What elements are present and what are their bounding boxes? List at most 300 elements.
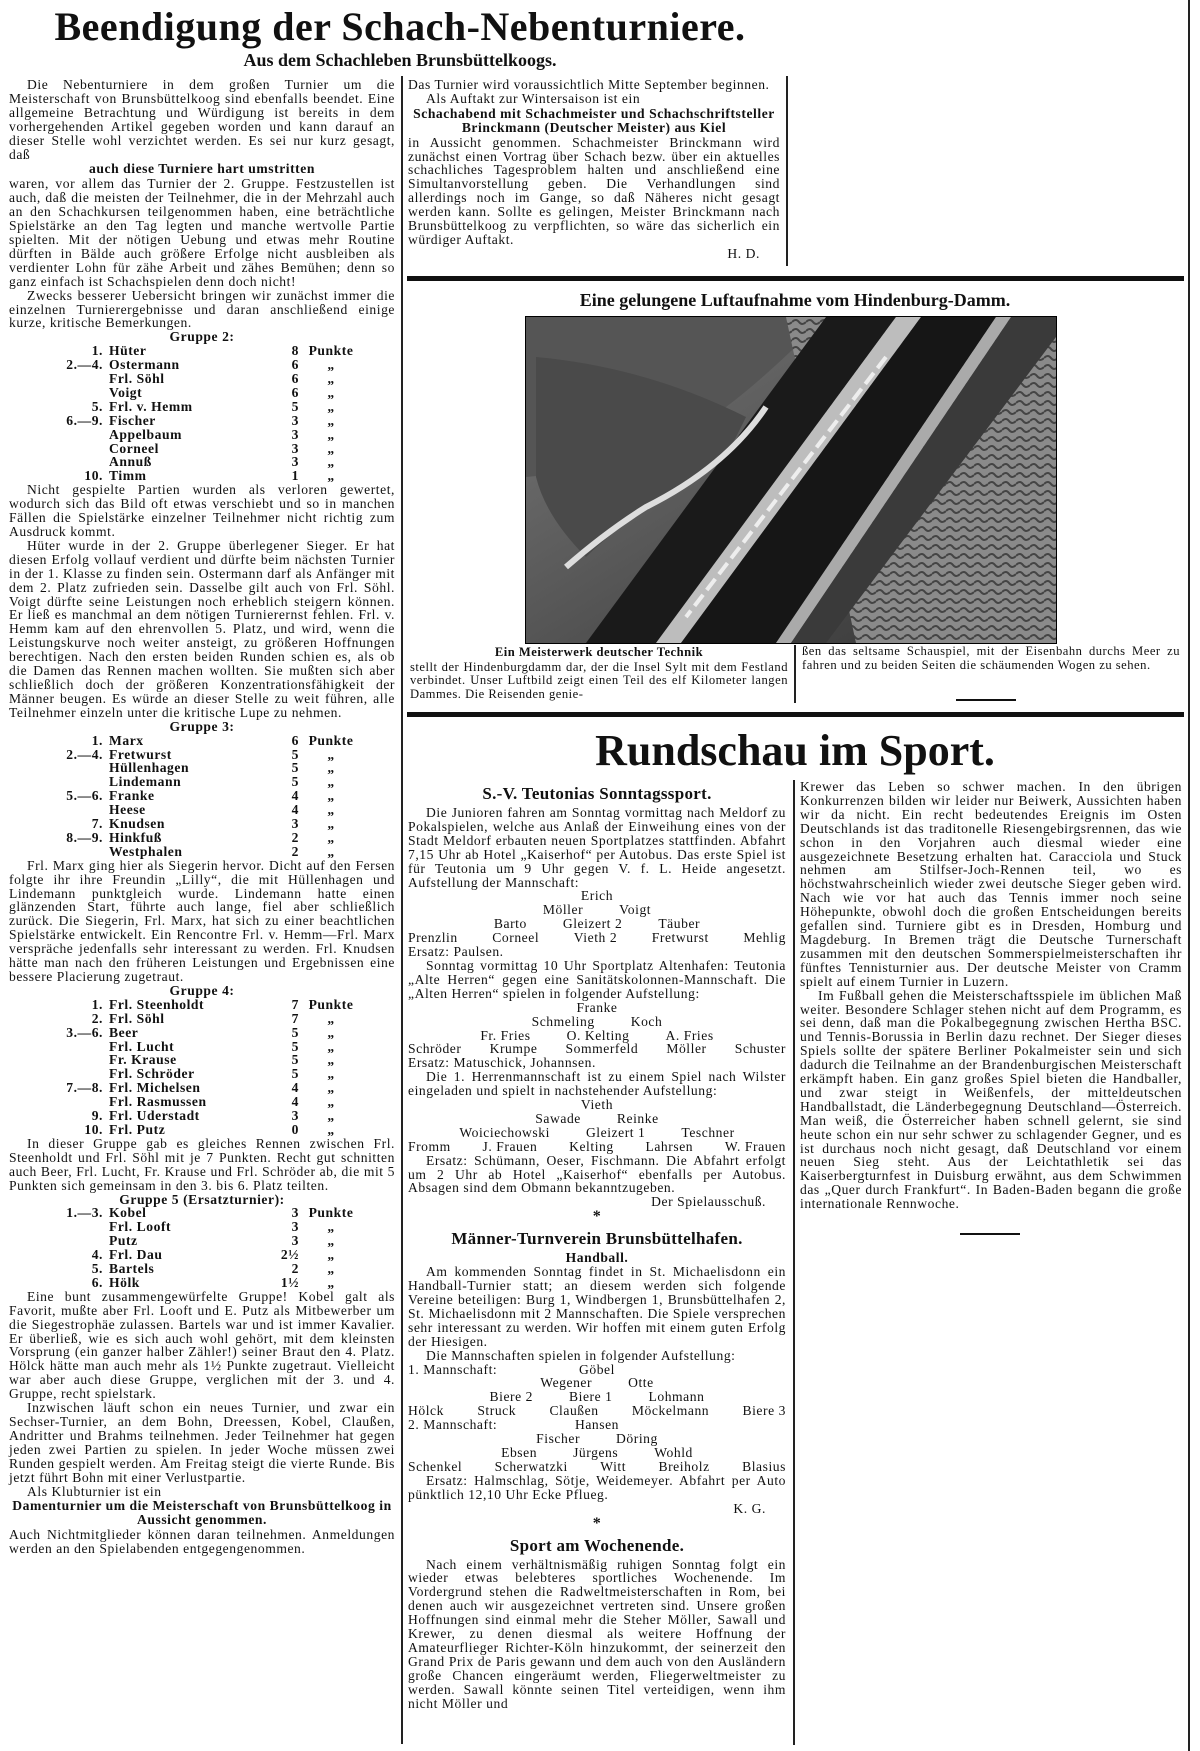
player-name: Otte	[628, 1375, 654, 1391]
lineup-row	[408, 1363, 786, 1377]
lineup-row	[408, 1029, 786, 1043]
player-name: Ebsen	[501, 1444, 538, 1460]
player-name: Struck	[477, 1403, 517, 1419]
divider-short	[956, 699, 1016, 701]
section-heading: Sport am Wochenende.	[509, 1535, 685, 1555]
table-row	[9, 1026, 395, 1040]
section-heading: S.-V. Teutonias Sonntagssport.	[482, 784, 712, 803]
paragraph: Hüter wurde in der 2. Gruppe überlegener Sieger. Er hat diesen Erfolg vollauf verdient und dürfte beim nächsten Turnier in der 1. Klasse zu finden sein. Ostermann darf als Anfänger mit dem 2. Platz zufrieden sein. Dasselbe gilt auch von Frl. Söhl. Voigt dürfte seine Leistungen noch erheblich steigern können. Er ließ es manchmal an dem nötigen Turnierernst fehlen. Frl. v. Hemm kam auf den ehrenvollen 5. Platz, und wird, wenn die Leistungskurve noch weiter ansteigt, zu größeren Hoffnungen berechtigen. Nach den ersten beiden Runden schien es, als ob die Damen das Rennen machen wollten. Sie mußten sich aber schließlich doch der größeren Konzentrationsfähigkeit der Männer beugen. Es würde an dieser Stelle zu weit führen, alle Teilnehmer einzeln unter die kritische Lupe zu nehmen.	[9, 537, 395, 720]
column-divider	[793, 780, 795, 1745]
section-heading: Männer-Turnverein Brunsbüttelhafen.	[451, 1229, 743, 1249]
cell-name: Appelbaum	[109, 426, 182, 442]
article-subtitle: Aus dem Schachleben Brunsbüttelkoogs.	[243, 50, 557, 70]
cell-points: 4	[291, 1080, 299, 1096]
article-title: Beendigung der Schach-Nebenturniere.	[54, 4, 746, 49]
player-name: Fischer	[536, 1431, 581, 1447]
cell-rank: 8.—9.	[66, 829, 103, 845]
cell-unit: „	[327, 357, 335, 373]
table-title: Gruppe 5 (Ersatzturnier):	[119, 1191, 285, 1207]
paragraph: In dieser Gruppe gab es gleiches Rennen zwischen Frl. Steenholdt und Frl. Söhl mit je 7 Punkten. Recht gut schnitten auch Beer, Frl. Lucht, Fr. Krause und Frl. Schröder ab, die mit 5 Punkten sich gemeinsam in den 3. bis 6. Platz teilten.	[9, 1135, 395, 1193]
table-title: Gruppe 4:	[169, 982, 235, 998]
cell-points: 8	[291, 343, 299, 359]
lineup-row	[408, 1126, 786, 1140]
paragraph: Frl. Marx ging hier als Siegerin hervor. Dicht auf den Fersen folgte ihr ihre Freundin „Lilly“, die mit Hüllenhagen und Lindemann punktgleich wurde. Lindemann hatte einen glänzenden Start, führte auch lange, fiel aber schließlich zurück. Die Siegerin, Frl. Marx, hat sich zu einer beachtlichen Spielstärke entwickelt. Ein Rencontre Frl. v. Hemm—Frl. Marx verspräche jedenfalls sehr interessant zu werden. Frl. Knudsen hätte man nach den früheren Leistungen und Ergebnissen eine bessere Placierung zugetraut.	[9, 857, 395, 984]
cell-rank	[9, 386, 109, 400]
caption-text: ßen das seltsame Schauspiel, mit der Eisenbahn durchs Meer zu fahren und zu beiden Seiten die schäumenden Wogen zu sehen.	[802, 644, 1180, 672]
table-row	[9, 428, 395, 442]
subheading: Handball.	[565, 1250, 629, 1266]
player-name: Möller	[666, 1041, 707, 1057]
cell-name: Frl. Söhl	[109, 1010, 165, 1026]
bold-callout: Damenturnier um die Meisterschaft von Brunsbüttelkoog in Aussicht genommen.	[12, 1498, 392, 1528]
table-row	[9, 1206, 395, 1220]
cell-name: Frl. Steenholdt	[109, 996, 205, 1012]
results-table	[9, 330, 395, 483]
player-name: Biere 1	[569, 1389, 613, 1405]
cell-unit: Punkte	[308, 1205, 354, 1221]
caption-text: stellt der Hindenburgdamm dar, der die Insel Sylt mit dem Festland verbindet. Unser Luftbild zeigt einen Teil des elf Kilometer langen Dammes. Die Reisenden genie-	[410, 659, 788, 701]
player-name: Lahrsen	[645, 1138, 694, 1154]
player-name: Reinke	[616, 1110, 659, 1126]
cell-points: 6	[291, 732, 299, 748]
cell-name: Frl. Dau	[109, 1247, 163, 1263]
table-row	[9, 1053, 395, 1067]
lineup-row	[408, 1042, 786, 1056]
cell-name: Annuß	[109, 454, 152, 470]
cell-rank: 1.	[91, 343, 103, 359]
cell-rank	[9, 428, 109, 442]
cell-rank: 6.	[91, 1274, 103, 1290]
bold-callout: Schachabend mit Schachmeister und Schachschriftsteller Brinckmann (Deutscher Meister) aus Kiel	[413, 105, 775, 135]
table-row	[9, 1040, 395, 1054]
cell-unit: „	[327, 1094, 335, 1110]
cell-rank: 10.	[84, 1121, 103, 1137]
cell-unit: „	[327, 843, 335, 859]
cell-points: 0	[291, 1121, 299, 1137]
table-row	[9, 1067, 395, 1081]
cell-points: 5	[291, 746, 299, 762]
lineup-row	[408, 1432, 786, 1446]
page-edge	[1188, 0, 1190, 1751]
paragraph: waren, vor allem das Turnier der 2. Gruppe. Festzustellen ist auch, daß die meisten der Teilnehmer, die in der Mehrzahl auch an den Schachkursen teilgenommen haben, eine beträchtliche Spielstärke an den Tag legten und manche wertvolle Partie spielten. Mit der nötigen Uebung und etwas mehr Routine dürften in Bälde auch größere Erfolge nicht ausbleiben als verdienter Lohn für zähe Arbeit und zähes Bemühen; denn so ganz einfach ist Schachspielen denn doch nicht!	[9, 176, 395, 289]
cell-points: 3	[291, 1108, 299, 1124]
paragraph: Im Fußball gehen die Meisterschaftsspiele im üblichen Maß weiter. Besondere Schlager stehen nicht auf dem Programm, es sei denn, daß man die Pokalbegegnung zwischen Hertha BSC. und Tennis-Borussia in Berlin dazu rechnet. Der Sieger dieses Spiels sollte der spätere Berliner Pokalmeister sein und sich dadurch die Teilnahme an der Brandenburgischen Meisterschaft erkämpft haben. Ein ganz großes Spiel bieten die Handballer, und zwar steigt in Weißenfels, der mitteldeutschen Handballstadt, die Länderbegegnung Deutschland—Österreich. Man weiß, die Österreicher haben schnell gelernt, sie sind heute schon ein nur sehr schwer zu schlagender Gegner, und es ist durchaus noch nicht gesagt, daß Deutschland vor einem neuen Sieg steht. Aus der Leichtathletik sei das Kaiserbergturnfest in Duisburg erwähnt, aus dem Schwimmen das „Quer durch Frankfurt“. In Baden-Baden begann die große internationale Rennwoche.	[800, 987, 1182, 1212]
table-row	[9, 1123, 395, 1137]
paragraph: Das Turnier wird voraussichtlich Mitte September beginnen.	[408, 77, 770, 92]
player-name: Schröder	[408, 1041, 462, 1057]
lineup-row	[408, 1140, 786, 1154]
player-name: Koch	[630, 1013, 663, 1029]
table-row	[9, 831, 395, 845]
cell-unit: „	[327, 440, 335, 456]
lineup-row	[408, 1404, 786, 1418]
table-row	[9, 817, 395, 831]
cell-rank: 10.	[84, 468, 103, 484]
cell-name: Westphalen	[109, 843, 183, 859]
table-row	[9, 761, 395, 775]
cell-points: 5	[291, 1038, 299, 1054]
cell-name: Frl. Michelsen	[109, 1080, 201, 1096]
cell-points: 2	[291, 1261, 299, 1277]
cell-rank	[9, 845, 109, 859]
column-divider	[401, 76, 403, 1744]
cell-name: Voigt	[109, 384, 143, 400]
table-row	[9, 789, 395, 803]
cell-unit: „	[327, 1066, 335, 1082]
asterisk-separator: *	[592, 1208, 602, 1226]
cell-points: 3	[291, 1233, 299, 1249]
player-name: Möckelmann	[631, 1403, 710, 1419]
player-name: Erich	[580, 888, 614, 904]
table-row	[9, 358, 395, 372]
player-name: Schuster	[734, 1041, 786, 1057]
player-name: Woiciechowski	[459, 1124, 550, 1140]
cell-name: Frl. Söhl	[109, 371, 165, 387]
cell-points: 5	[291, 760, 299, 776]
cell-name: Hüter	[109, 343, 147, 359]
cell-rank	[9, 1220, 109, 1234]
player-name: Vieth 2	[573, 930, 618, 946]
cell-points: 5	[291, 1052, 299, 1068]
cell-unit: „	[327, 816, 335, 832]
lineup-row	[408, 917, 786, 931]
cell-rank	[9, 455, 109, 469]
cell-name: Hölk	[109, 1274, 140, 1290]
cell-name: Knudsen	[109, 816, 165, 832]
cell-rank: 9.	[91, 1108, 103, 1124]
cell-points: 2	[291, 829, 299, 845]
team-lineup	[408, 1363, 786, 1419]
cell-rank	[9, 761, 109, 775]
cell-points: 3	[291, 412, 299, 428]
cell-rank	[9, 1067, 109, 1081]
cell-unit: „	[327, 1121, 335, 1137]
cell-points: 3	[291, 454, 299, 470]
cell-unit: „	[327, 802, 335, 818]
player-name: Prenzlin	[408, 930, 458, 946]
paragraph: Auch Nichtmitglieder können daran teilnehmen. Anmeldungen werden an den Spielabenden entgegengenommen.	[9, 1527, 395, 1557]
paragraph: Die 1. Herrenmannschaft ist zu einem Spiel nach Wilster eingeladen und spielt in nachstehender Aufstellung:	[408, 1069, 786, 1099]
bold-callout: auch diese Turniere hart umstritten	[89, 161, 315, 177]
player-name: Wegener	[540, 1375, 593, 1391]
paragraph: Ersatz: Schümann, Oeser, Fischmann. Die Abfahrt erfolgt um 2 Uhr ab Hotel „Kaiserhof“ ebenfalls per Autobus. Absagen sind dem Obmann bekanntzugeben.	[408, 1152, 786, 1196]
paragraph: Nicht gespielte Partien wurden als verloren gewertet, wodurch sich das Bild oft etwas verschiebt und so in manchen Fällen die Spielstärke einzelner Teilnehmer nicht richtig zum Ausdruck kommt.	[9, 482, 395, 539]
signature: Der Spielausschuß.	[651, 1194, 766, 1210]
cell-unit: „	[327, 1274, 335, 1290]
cell-unit: „	[327, 1219, 335, 1235]
photo-caption-left	[410, 645, 788, 701]
cell-rank: 1.	[91, 996, 103, 1012]
cell-rank: 2.	[91, 1010, 103, 1026]
paragraph: Ersatz: Halmschlag, Sötje, Weidemeyer. Abfahrt per Auto pünktlich 12,10 Uhr Ecke Pflueg.	[408, 1472, 786, 1502]
results-table	[9, 984, 395, 1137]
cell-points: 6	[291, 371, 299, 387]
cell-unit: „	[327, 1233, 335, 1249]
lineup-row	[408, 1098, 786, 1112]
cell-rank: 2.—4.	[66, 746, 103, 762]
player-name: Hölck	[408, 1403, 444, 1419]
cell-unit: „	[327, 454, 335, 470]
sport-section-title: Rundschau im Sport.	[595, 726, 995, 775]
cell-name: Fretwurst	[109, 746, 172, 762]
lineup-row	[408, 1446, 786, 1460]
table-row	[9, 455, 395, 469]
cell-unit: „	[327, 426, 335, 442]
cell-name: Marx	[109, 732, 144, 748]
cell-unit: „	[327, 468, 335, 484]
player-name: Schmeling	[531, 1013, 595, 1029]
lineup-row	[408, 931, 786, 945]
cell-points: 3	[291, 426, 299, 442]
photo-headline: Eine gelungene Luftaufnahme vom Hindenburg-Damm.	[579, 290, 1011, 310]
team-lineup	[408, 1098, 786, 1154]
cell-points: 2	[291, 843, 299, 859]
sport-column-right	[800, 780, 1182, 1211]
table-row	[9, 344, 395, 358]
cell-unit: „	[327, 1038, 335, 1054]
cell-points: 6	[291, 384, 299, 400]
caption-title: Ein Meisterwerk deutscher Technik	[494, 645, 704, 659]
cell-name: Beer	[109, 1024, 139, 1040]
paragraph: Nach einem verhältnismäßig ruhigen Sonntag folgt ein wieder etwas belebteres sportliches Wochenende. Im Vordergrund stehen die Radweltmeisterschaften in Rom, bei denen auch wir ausgezeichnet vertreten sind. Unsere großen Hoffnungen sind einmal mehr die Steher Möller, Sawall und Krewer, zu denen diesmal als weitere Hoffnung der Amateurflieger Richter-Köln hinzukommt, der seinerzeit den Grand Prix de Paris gewann und dem auch von den Ausländern große Chancen eingeräumt werden, Fliegerweltmeister zu werden. Sawall könnte seinen Titel verteidigen, wenn ihm nicht Möller und	[408, 1556, 786, 1711]
cell-rank: 7.—8.	[66, 1080, 103, 1096]
paragraph: Eine bunt zusammengewürfelte Gruppe! Kobel galt als Favorit, mußte aber Frl. Looft und E. Putz als Mitbewerber um die Siegestrophäe zulassen. Bartels war und ist immer Kavalier. Er überließ, wie es sich auch wohl gehört, mit dem kleinsten Vorsprung (ein ganzer halber Zähler!) seiner Braut den 4. Platz. Hölck hätte man auch mehr als 1½ Punkte zugetraut. Vielleicht war aber auch diese Gruppe, verglichen mit der 3. und 4. Gruppe, recht spielstark.	[9, 1288, 395, 1402]
cell-points: 4	[291, 1094, 299, 1110]
paragraph: Als Auftakt zur Wintersaison ist ein	[426, 90, 641, 106]
lineup-label: 1. Mannschaft:	[408, 1361, 498, 1377]
player-name: Göbel	[579, 1361, 615, 1377]
cell-points: 4	[291, 788, 299, 804]
cell-name: Kobel	[109, 1205, 147, 1221]
table-row	[9, 734, 395, 748]
cell-points: 2½	[280, 1247, 299, 1263]
cell-unit: „	[327, 1108, 335, 1124]
cell-unit: „	[327, 788, 335, 804]
player-name: Jürgens	[573, 1444, 619, 1460]
cell-points: 6	[291, 357, 299, 373]
cell-points: 3	[291, 440, 299, 456]
aerial-photo	[525, 316, 1057, 644]
cell-points: 7	[291, 996, 299, 1012]
paragraph: Die Junioren fahren am Sonntag vormittag nach Meldorf zu Pokalspielen, welche aus Anlaß der Einweihung eines von der Stadt Meldorf erbauten neuen Sportplatzes stattfinden. Abfahrt 7,15 Uhr ab Hotel „Kaiserhof“ per Autobus. Das erste Spiel ist für Teutonia um 9 Uhr gegen V. f. L. Heide angesetzt. Aufstellung der Mannschaft:	[408, 805, 786, 890]
cell-name: Timm	[109, 468, 147, 484]
table-row	[9, 845, 395, 859]
cell-name: Frl. v. Hemm	[109, 398, 193, 414]
cell-unit: „	[327, 1052, 335, 1068]
section-rule	[407, 712, 1184, 717]
cell-rank	[9, 1095, 109, 1109]
player-name: Biere 2	[489, 1389, 534, 1405]
player-name: O. Kelting	[566, 1027, 630, 1043]
player-name: Barto	[493, 916, 527, 932]
cell-unit: „	[327, 829, 335, 845]
table-row	[9, 386, 395, 400]
cell-rank	[9, 1053, 109, 1067]
cell-name: Frl. Schröder	[109, 1066, 195, 1082]
player-name: Gleizert 1	[585, 1124, 646, 1140]
cell-unit: „	[327, 371, 335, 387]
cell-name: Corneel	[109, 440, 159, 456]
cell-rank: 5.	[91, 1261, 103, 1277]
cell-unit: „	[327, 412, 335, 428]
cell-points: 5	[291, 774, 299, 790]
lineup-row	[408, 1460, 786, 1474]
cell-unit: „	[327, 760, 335, 776]
asterisk-separator: *	[592, 1514, 602, 1532]
paragraph: Ersatz: Paulsen.	[408, 944, 504, 960]
player-name: Fr. Fries	[480, 1027, 531, 1043]
player-name: Blasius	[742, 1458, 786, 1474]
paragraph: Als Klubturnier ist ein	[27, 1483, 162, 1499]
cell-name: Hinkfuß	[109, 829, 162, 845]
cell-points: 3	[291, 1205, 299, 1221]
player-name: Fromm	[408, 1138, 451, 1154]
cell-points: 5	[291, 1066, 299, 1082]
paragraph: in Aussicht genommen. Schachmeister Brinckmann wird zunächst einen Vortrag über Schach bezw. über ein aktuelles schachliches Tagesproblem halten und anschließend eine Simultanvorstellung geben. Die Verhandlungen sind allerdings noch im Gange, so daß Näheres nicht gesagt werden kann. Sollte es gelingen, Meister Brinckmann nach Brunsbüttelkoog zu verpflichten, so wäre das sicherlich ein würdiger Auftakt.	[408, 134, 780, 247]
divider-short	[960, 1233, 1020, 1235]
player-name: Vieth	[580, 1097, 614, 1113]
lineup-row	[408, 1001, 786, 1015]
player-name: Biere 3	[742, 1403, 786, 1419]
cell-name: Frl. Rasmussen	[109, 1094, 207, 1110]
cell-points: 1	[291, 468, 299, 484]
cell-rank: 3.—6.	[66, 1024, 103, 1040]
cell-rank	[9, 775, 109, 789]
player-name: Sawade	[535, 1110, 581, 1126]
player-name: Kelting	[569, 1138, 614, 1154]
cell-points: 1½	[280, 1274, 299, 1290]
player-name: Teschner	[681, 1124, 735, 1140]
cell-points: 5	[291, 1024, 299, 1040]
cell-rank: 6.—9.	[66, 412, 103, 428]
player-name: Hansen	[574, 1417, 620, 1433]
player-name: Schenkel	[408, 1458, 463, 1474]
table-row	[9, 1109, 395, 1123]
cell-rank	[9, 803, 109, 817]
player-name: Breiholz	[658, 1458, 710, 1474]
player-name: Lohmann	[648, 1389, 705, 1405]
lineup-row	[408, 903, 786, 917]
cell-points: 7	[291, 1010, 299, 1026]
table-row	[9, 1276, 395, 1290]
column-divider	[786, 76, 788, 266]
cell-name: Frl. Looft	[109, 1219, 172, 1235]
cell-name: Frl. Putz	[109, 1121, 166, 1137]
cell-rank: 2.—4.	[66, 357, 103, 373]
cell-unit: „	[327, 1247, 335, 1263]
cell-name: Lindemann	[109, 774, 182, 790]
results-table	[9, 720, 395, 859]
table-row	[9, 1248, 395, 1262]
player-name: Wohld	[654, 1444, 693, 1460]
cell-rank: 1.	[91, 732, 103, 748]
cell-rank: 4.	[91, 1247, 103, 1263]
chess-column-left	[9, 78, 395, 1556]
cell-points: 3	[291, 816, 299, 832]
player-name: Franke	[576, 999, 618, 1015]
player-name: Täuber	[658, 916, 701, 932]
paragraph: Am kommenden Sonntag findet in St. Michaelisdonn ein Handball-Turnier statt; an diesem werden sich folgende Vereine beteiligen: Burg 1, Windbergen 1, Brunsbüttelhafen 2, St. Michaelisdonn mit 2 Mannschaften. Die Spiele versprechen sehr interessant zu werden. Wir hoffen mit einem guten Erfolg der Hiesigen.	[408, 1264, 786, 1349]
paragraph: Krewer das Leben so schwer machen. In den übrigen Konkurrenzen bilden wir leider nur Beiwerk, Aussichten haben wir da nicht. Ein recht bedeutendes Ereignis im Osten Deutschlands ist das traditonelle Riesengebirgsrennen, das wie schon in den Vorjahren auch diesmal wieder eine ausgezeichnete Besetzung erhalten hat. Caracciola und Stuck nehmen am Stilfser-Joch-Rennen teil, wo es höchstwahrscheinlich wieder zwei deutsche Sieger geben wird. Nach wie vor hat auch das Tennis immer noch seine Höhepunkte, obwohl doch die großen Entscheidungen bereits gefallen sind. Turniere gibt es in Dresden, Homburg und Magdeburg. In Bremen trägt die Deutsche Turnerschaft zusammen mit den deutschen Sommerspielmeisterschaften ihr fünftes Tennisturnier aus. Der deutsche Meister von Cramm spielt auf einem Turnier in Luzern.	[800, 779, 1182, 989]
table-title: Gruppe 3:	[169, 718, 235, 734]
cell-name: Ostermann	[109, 357, 180, 373]
cell-points: 4	[291, 802, 299, 818]
cell-rank	[9, 1040, 109, 1054]
cell-name: Hüllenhagen	[109, 760, 190, 776]
cell-rank: 5.—6.	[66, 788, 103, 804]
cell-unit: „	[327, 1080, 335, 1096]
table-row	[9, 1234, 395, 1248]
table-row	[9, 748, 395, 762]
player-name: Fretwurst	[651, 930, 709, 946]
signature: K. G.	[733, 1500, 766, 1516]
cell-unit: Punkte	[308, 732, 354, 748]
cell-rank	[9, 372, 109, 386]
table-row	[9, 372, 395, 386]
player-name: W. Frauen	[724, 1138, 786, 1154]
player-name: A. Fries	[665, 1027, 714, 1043]
lineup-label: 2. Mannschaft:	[408, 1417, 498, 1433]
cell-unit: „	[327, 1024, 335, 1040]
cell-name: Bartels	[109, 1261, 155, 1277]
cell-rank: 1.—3.	[66, 1205, 103, 1221]
paragraph: Sonntag vormittag 10 Uhr Sportplatz Altenhafen: Teutonia „Alte Herren“ gegen eine Sanitätskolonnen-Mannschaft. Die „Alten Herren“ spielen in folgender Aufstellung:	[408, 957, 786, 1001]
table-row	[9, 400, 395, 414]
player-name: Mehlig	[743, 930, 786, 946]
cell-rank	[9, 442, 109, 456]
player-name: Krumpe	[489, 1041, 538, 1057]
cell-unit: Punkte	[308, 343, 354, 359]
cell-name: Franke	[109, 788, 155, 804]
table-row	[9, 1095, 395, 1109]
table-row	[9, 442, 395, 456]
player-name: Corneel	[492, 930, 540, 946]
cell-points: 3	[291, 1219, 299, 1235]
player-name: Sommerfeld	[565, 1041, 639, 1057]
dam-aerial-image	[526, 317, 1056, 643]
cell-unit: Punkte	[308, 996, 354, 1012]
cell-unit: „	[327, 384, 335, 400]
cell-unit: „	[327, 1010, 335, 1026]
table-row	[9, 1220, 395, 1234]
lineup-row	[408, 1376, 786, 1390]
cell-unit: „	[327, 1261, 335, 1277]
table-row	[9, 803, 395, 817]
cell-name: Fischer	[109, 412, 156, 428]
chess-column-right	[408, 78, 780, 261]
paragraph: Die Mannschaften spielen in folgender Aufstellung:	[426, 1347, 736, 1363]
cell-name: Frl. Lucht	[109, 1038, 175, 1054]
cell-name: Putz	[109, 1233, 138, 1249]
player-name: Gleizert 2	[562, 916, 623, 932]
table-row	[9, 775, 395, 789]
player-name: Scherwatzki	[494, 1458, 568, 1474]
team-lineup	[408, 889, 786, 945]
table-title: Gruppe 2:	[169, 329, 235, 345]
paragraph: Die Nebenturniere in dem großen Turnier um die Meisterschaft von Brunsbüttelkoog sind ebenfalls beendet. Eine allgemeine Betrachtung und Würdigung ist bereits in dem vorhergehenden Artikel gegeben worden und kann darauf an dieser Stelle wohl verzichtet werden. Es sei nur kurz gesagt, daß	[9, 77, 395, 162]
player-name: J. Frauen	[482, 1138, 538, 1154]
cell-rank: 5.	[91, 398, 103, 414]
cell-name: Frl. Uderstadt	[109, 1108, 200, 1124]
paragraph: Zwecks besserer Uebersicht bringen wir zunächst immer die einzelnen Turnierergebnisse und daran anschließend einige kurze, kritische Bemerkungen.	[9, 287, 395, 331]
player-name: Voigt	[619, 902, 652, 918]
team-lineup	[408, 1001, 786, 1057]
table-row	[9, 1262, 395, 1276]
section-rule	[407, 276, 1184, 281]
cell-name: Heese	[109, 802, 146, 818]
cell-name: Fr. Krause	[109, 1052, 177, 1068]
player-name: Claußen	[549, 1403, 599, 1419]
